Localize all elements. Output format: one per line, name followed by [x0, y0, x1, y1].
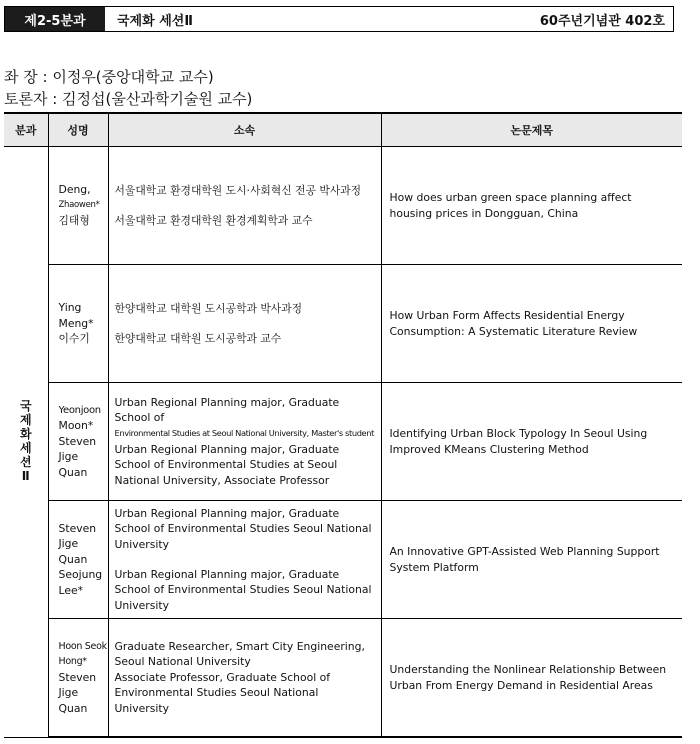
- paper-title-cell: How Urban Form Affects Residential Energy Consumption: A Systematic Literature Review: [381, 265, 682, 383]
- session-label-cell: [4, 147, 48, 738]
- col-header-division: 분과: [4, 113, 48, 147]
- affiliation-text: Urban Regional Planning major, Graduate School of Environmental Studies Seoul National University: [114, 567, 372, 612]
- program-table: [4, 112, 682, 738]
- affiliation-text: Environmental Studies at Seoul National University, Master's student: [114, 427, 374, 438]
- col-header-affiliation: 소속: [108, 113, 381, 147]
- affiliation-text: Associate Professor, Graduate School of Environmental Studies Seoul National University: [114, 670, 331, 715]
- author-name: Lee*: [58, 583, 84, 597]
- table-row: [4, 147, 682, 265]
- affiliation-text: 한양대학교 대학원 도시공학과 박사과정: [114, 301, 303, 315]
- session-vertical-label: 국제화세션Ⅱ: [19, 398, 32, 483]
- author-name: Steven: [58, 670, 97, 684]
- author-name: Hong*: [58, 656, 87, 668]
- affiliation-text: 한양대학교 대학원 도시공학과 교수: [114, 331, 282, 345]
- name-cell: [48, 383, 108, 501]
- affiliation-text: Urban Regional Planning major, Graduate School of Environmental Studies at Seoul National University, Associate Professor: [114, 442, 340, 487]
- author-name: Yeonjoon: [58, 404, 101, 416]
- paper-title-cell: How does urban green space planning affect housing prices in Dongguan, China: [381, 147, 682, 265]
- author-name: Steven: [58, 521, 97, 535]
- table-row: [4, 619, 682, 738]
- author-name: Jige: [58, 450, 79, 464]
- author-name: Quan: [58, 552, 88, 566]
- affiliation-text: Urban Regional Planning major, Graduate School of: [114, 395, 340, 425]
- affiliation-cell: [108, 501, 381, 619]
- affiliation-text: Urban Regional Planning major, Graduate School of Environmental Studies Seoul National University: [114, 506, 372, 551]
- author-name: 이수기: [58, 332, 90, 346]
- col-header-name: 성명: [48, 113, 108, 147]
- paper-title-cell: Identifying Urban Block Typology In Seoul Using Improved KMeans Clustering Method: [381, 383, 682, 501]
- author-name: Zhaowen*: [58, 199, 100, 210]
- author-name: Moon*: [58, 419, 94, 433]
- paper-title-cell: An Innovative GPT-Assisted Web Planning Support System Platform: [381, 501, 682, 619]
- author-name: Steven: [58, 434, 97, 448]
- name-cell: [48, 619, 108, 738]
- author-name: Deng,: [58, 183, 91, 197]
- author-name: Quan: [58, 701, 88, 715]
- author-name: Seojung: [58, 568, 103, 582]
- affiliation-cell: [108, 265, 381, 383]
- affiliation-cell: [108, 147, 381, 265]
- affiliation-cell: [108, 619, 381, 738]
- author-name: 김태형: [58, 214, 90, 228]
- author-name: Hoon Seok: [58, 640, 107, 652]
- author-name: Quan: [58, 465, 88, 479]
- table-row: [4, 501, 682, 619]
- room-label: 60주년기념관 402호: [539, 13, 665, 29]
- name-cell: [48, 265, 108, 383]
- discussant-line: 토론자 : 김정섭(울산과학기술원 교수): [4, 90, 253, 108]
- affiliation-text: 서울대학교 환경대학원 환경계획학과 교수: [114, 213, 313, 227]
- session-header: [4, 6, 674, 32]
- affiliation-cell: [108, 383, 381, 501]
- affiliation-text: Graduate Researcher, Smart City Engineering, Seoul National University: [114, 639, 365, 669]
- col-header-paper-title: 논문제목: [381, 113, 682, 147]
- affiliation-text: 서울대학교 환경대학원 도시·사회혁신 전공 박사과정: [114, 183, 362, 197]
- section-code: 제2-5분과: [5, 7, 105, 31]
- chair-line: 좌 장 : 이정우(중앙대학교 교수): [4, 68, 214, 86]
- name-cell: [48, 501, 108, 619]
- session-title: 국제화 세션Ⅱ: [117, 13, 193, 29]
- author-name: Meng*: [58, 316, 94, 330]
- paper-title-cell: Understanding the Nonlinear Relationship Between Urban From Energy Demand in Residential Areas: [381, 619, 682, 738]
- author-name: Ying: [58, 301, 82, 315]
- name-cell: [48, 147, 108, 265]
- author-name: Jige: [58, 537, 79, 551]
- author-name: Jige: [58, 686, 79, 700]
- table-row: [4, 265, 682, 383]
- table-row: [4, 383, 682, 501]
- table-header-row: [4, 113, 682, 147]
